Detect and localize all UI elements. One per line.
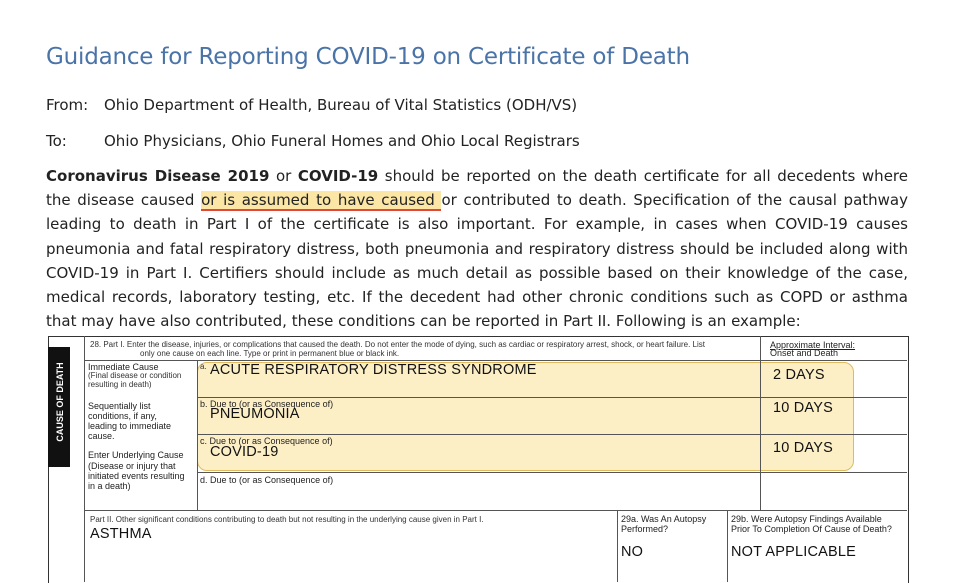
col-divider xyxy=(727,510,728,582)
part1-header-2: only one cause on each line. Type or print in permanent blue or black ink. xyxy=(140,349,400,358)
row-divider xyxy=(197,472,907,473)
interval-header-2: Onset and Death xyxy=(770,348,839,358)
to-text: Ohio Physicians, Ohio Funeral Homes and Ohio Local Registrars xyxy=(104,132,580,150)
row-divider xyxy=(197,434,907,435)
col-divider xyxy=(84,336,85,582)
line-d-label: d. Due to (or as Consequence of) xyxy=(200,475,334,485)
guidance-paragraph xyxy=(46,164,908,333)
part1-header: 28. Part I. Enter the disease, injuries, or complications that caused the death. Do not enter the mode of dying, such as cardiac or respiratory arrest, shock, or heart failure. List xyxy=(90,340,705,349)
page-title: Guidance for Reporting COVID-19 on Certificate of Death xyxy=(46,44,690,70)
autopsy-label: 29a. Was An Autopsy Performed? xyxy=(621,514,707,534)
bold-term-2: COVID-19 xyxy=(297,167,379,185)
to-label: To: xyxy=(46,132,67,150)
interval-a: 2 DAYS xyxy=(773,367,825,383)
sequential-label: Sequentially list conditions, if any, leading to immediate cause. xyxy=(88,401,172,441)
line-b-value: PNEUMONIA xyxy=(210,406,300,422)
line-c-label: c. Due to (or as Consequence of) xyxy=(200,436,333,446)
interval-b: 10 DAYS xyxy=(773,400,833,416)
from-text: Ohio Department of Health, Bureau of Vital Statistics (ODH/VS) xyxy=(104,96,578,114)
part2-header: Part II. Other significant conditions contributing to death but not resulting in the underlying cause given in Part I. xyxy=(90,515,484,524)
immediate-cause-sub: (Final disease or condition resulting in death) xyxy=(88,371,182,389)
para-text-1: or xyxy=(269,167,298,185)
col-divider xyxy=(617,510,618,582)
col-divider xyxy=(197,360,198,510)
bold-term-1: Coronavirus Disease 2019 xyxy=(46,167,270,185)
cause-of-death-sidebar xyxy=(48,347,70,467)
row-divider xyxy=(197,397,907,398)
immediate-cause-label: Immediate Cause xyxy=(88,362,159,372)
line-a-value: ACUTE RESPIRATORY DISTRESS SYNDROME xyxy=(210,362,537,378)
row-divider xyxy=(84,510,907,511)
findings-label: 29b. Were Autopsy Findings Available Prior To Completion Of Cause of Death? xyxy=(731,514,892,534)
col-divider xyxy=(760,336,761,510)
para-text-2: should be reported on the death certificate for all decedents where the disease caused xyxy=(46,167,908,210)
interval-header: Approximate Interval: xyxy=(770,340,856,350)
line-a-letter: a. xyxy=(200,362,207,371)
from-label: From: xyxy=(46,96,89,114)
autopsy-value: NO xyxy=(621,544,644,560)
line-c-value: COVID-19 xyxy=(210,444,279,460)
highlighted-phrase: or is assumed to have caused xyxy=(201,191,442,210)
part2-value: ASTHMA xyxy=(90,526,152,542)
line-b-label: b. Due to (or as Consequence of) xyxy=(200,399,334,409)
para-text-3: or contributed to death. Specification of the causal pathway leading to death in Part I of the certificate is also important. For example, in cases when COVID-19 causes pneumonia and fatal respiratory distress, both pneumonia and respiratory distress should be included along with COVID-19 in Part I. Certifiers should include as much detail as possible based on their knowledge of the case, medical records, laboratory testing, etc. If the decedent had other chronic conditions such as COPD or asthma that may have also contributed, these conditions can be reported in Part II. Following is an example: xyxy=(46,191,908,331)
findings-value: NOT APPLICABLE xyxy=(731,544,857,560)
cause-of-death-label: CAUSE OF DEATH xyxy=(55,362,65,442)
underlying-cause-label: Enter Underlying Cause xyxy=(88,450,184,460)
underlying-cause-sub: (Disease or injury that initiated events resulting in a death) xyxy=(88,461,185,491)
interval-c: 10 DAYS xyxy=(773,440,833,456)
row-divider xyxy=(84,360,907,361)
